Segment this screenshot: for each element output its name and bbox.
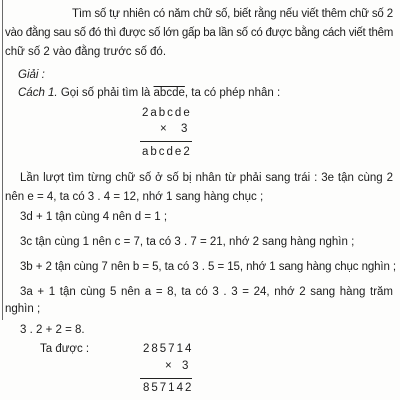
product: abcde2 <box>142 146 192 158</box>
multiplicand: 2abcde <box>142 107 192 119</box>
multiply-sign: × <box>160 123 167 135</box>
multiply-sign: × <box>165 360 172 372</box>
method-intro-text: Gọi số phải tìm là <box>60 87 151 99</box>
method-label: Cách 1. <box>18 87 58 99</box>
solution-step-line: 3d + 1 tận cùng 4 nên d = 1 ; <box>20 211 168 223</box>
product: 857142 <box>143 382 194 394</box>
problem-line: vào đằng sau số đó thì được số lớn gấp ba lần số có được bằng cách viết thêm <box>5 27 393 39</box>
scan-margin-line <box>2 0 3 320</box>
multiplicand: 285714 <box>143 343 194 355</box>
product-rule <box>140 378 192 379</box>
solution-heading: Giải : <box>18 69 45 81</box>
multiplier: 3 <box>181 123 188 135</box>
solution-step-line: 3b + 2 tận cùng 7 nên b = 5, ta có 3 . 5 = 15, nhớ 1 sang hàng chục nghìn ; <box>20 261 396 273</box>
solution-step-line: 3c tận cùng 1 nên c = 7, ta có 3 . 7 = 21, nhớ 2 sang hàng nghìn ; <box>20 236 355 248</box>
solution-step-line: 3 . 2 + 2 = 8. <box>20 324 85 336</box>
method-intro-end: , ta có phép nhân : <box>184 87 281 99</box>
problem-line: chữ số 2 vào đằng trước số đó. <box>5 46 167 58</box>
solution-step-line: Lần lượt tìm từng chữ số ở số bị nhân từ phải sang trái : 3e tận cùng 2 <box>20 172 393 184</box>
solution-step-line: nên e = 4, ta có 3 . 4 = 12, nhớ 1 sang hàng chục ; <box>5 191 264 203</box>
problem-line: Tìm số tự nhiên có năm chữ số, biết rằng nếu viết thêm chữ số 2 <box>72 8 393 20</box>
product-rule <box>140 141 192 142</box>
multiplier: 3 <box>182 360 189 372</box>
result-label: Ta được : <box>40 343 90 355</box>
solution-step-line: 3a + 1 tận cùng 5 nên a = 8, ta có 3 . 3 = 24, nhớ 2 sang hàng trăm <box>20 286 393 298</box>
unknown-number: abcde <box>153 87 185 99</box>
method-1-intro <box>18 86 396 100</box>
solution-step-line: nghìn ; <box>5 303 41 315</box>
